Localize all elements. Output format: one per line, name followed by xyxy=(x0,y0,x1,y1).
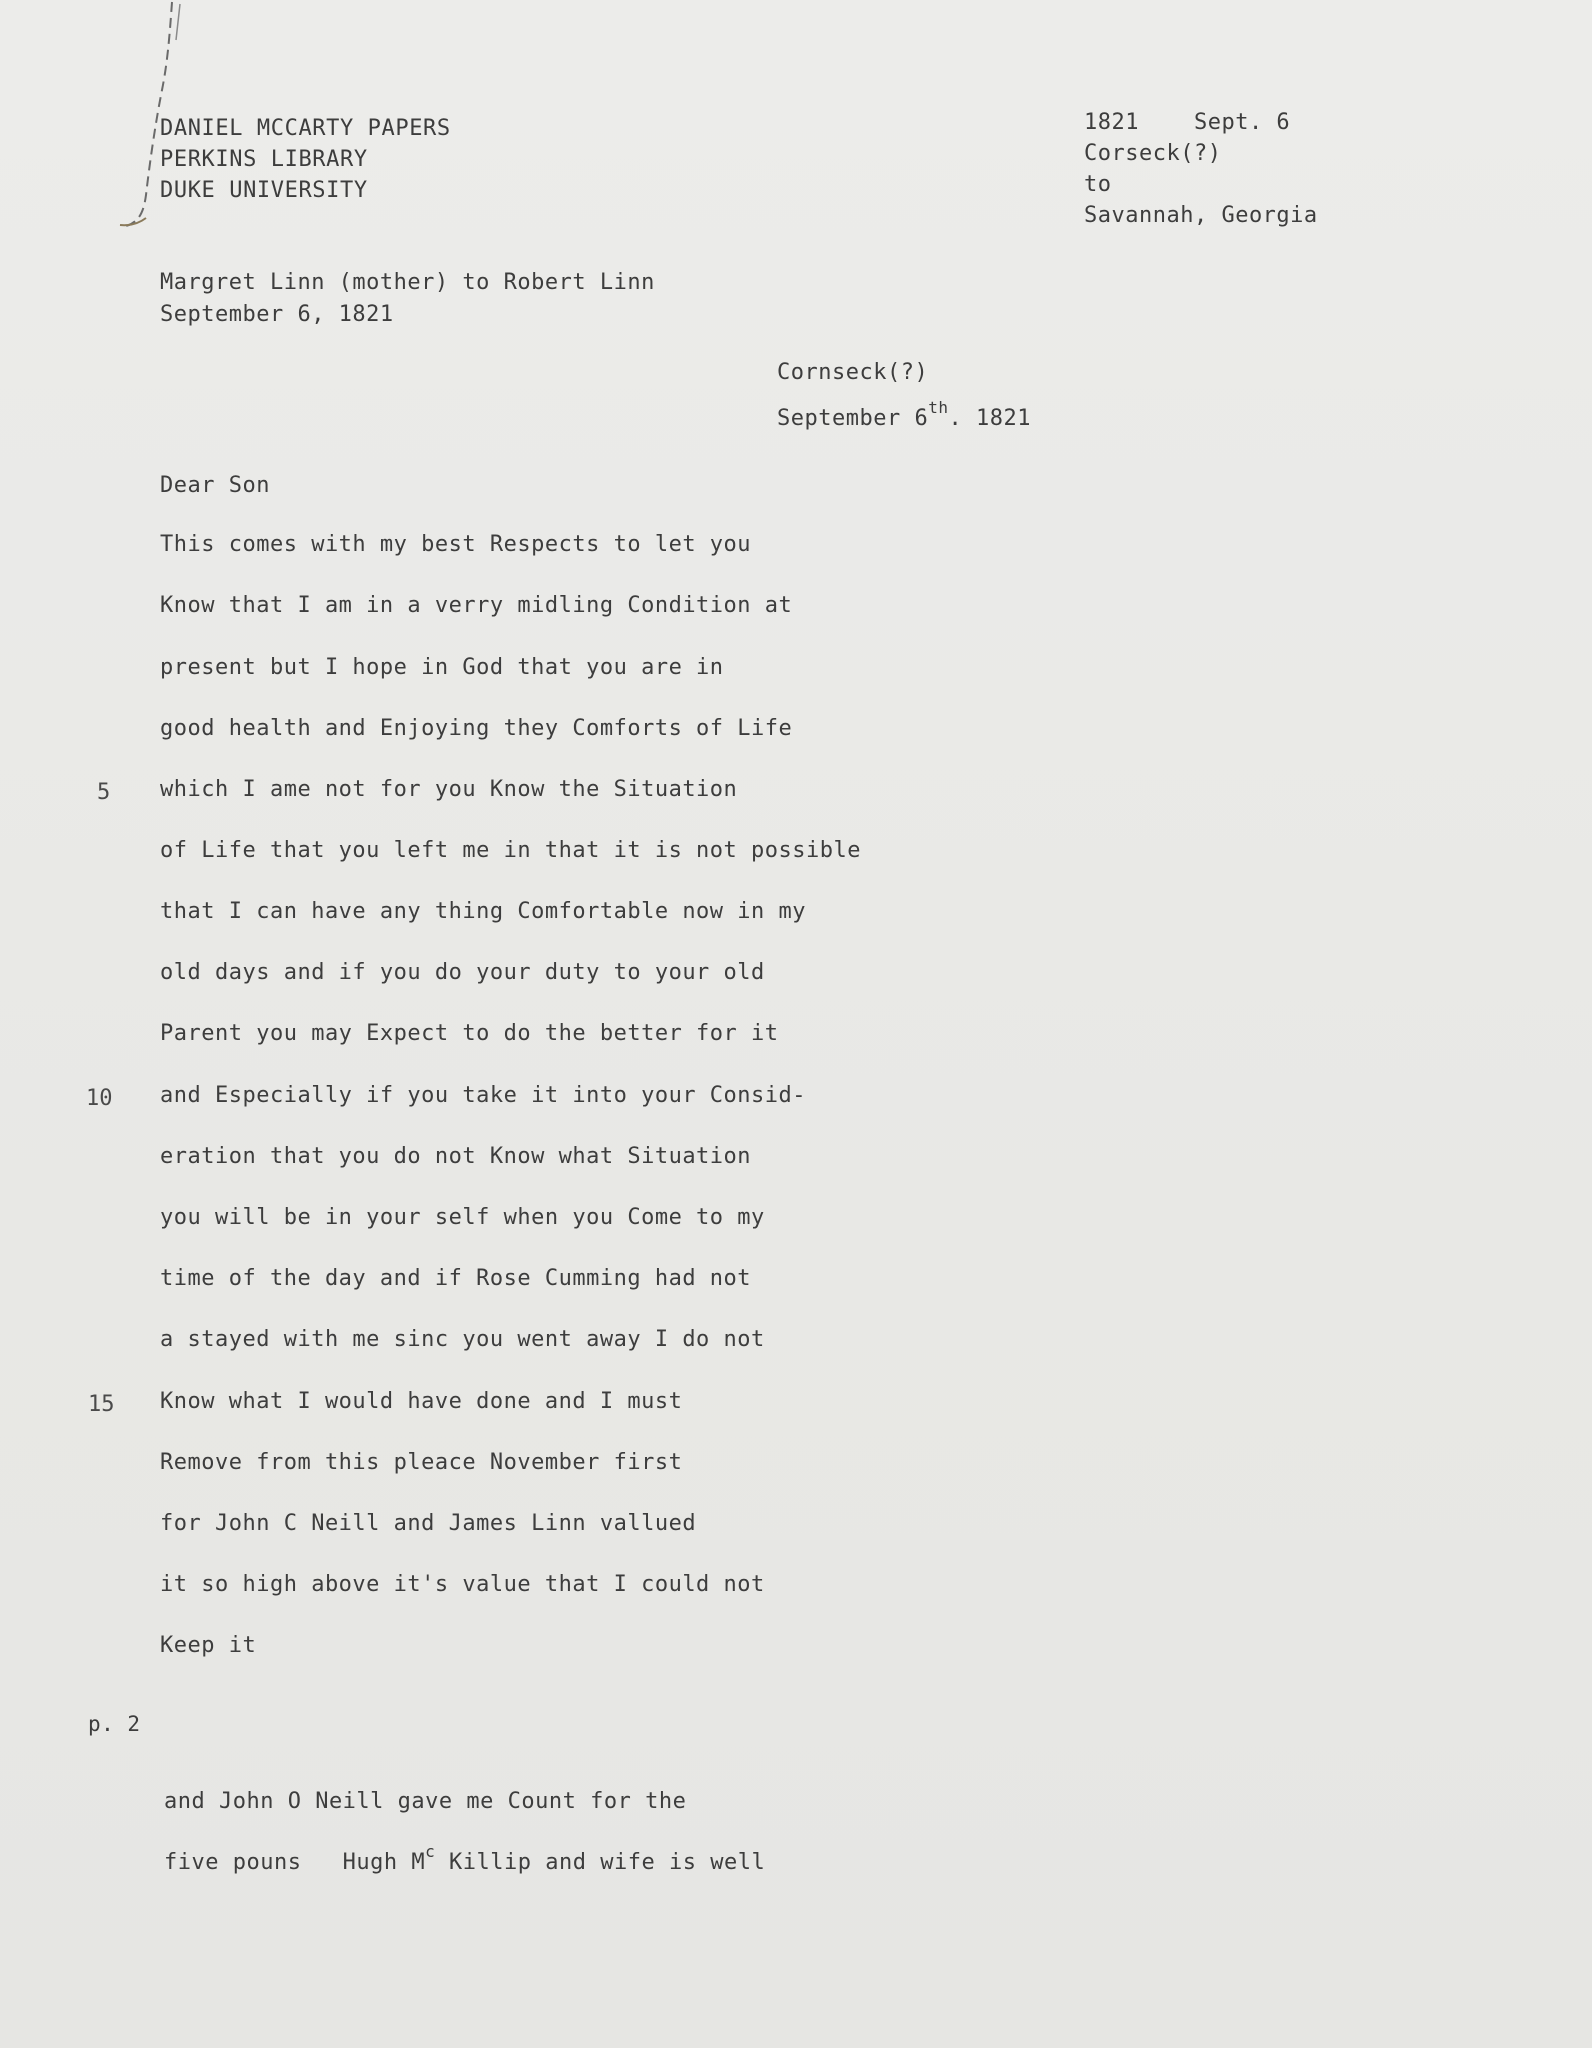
body-line: good health and Enjoying they Comforts of Life xyxy=(160,716,793,741)
university-name: DUKE UNIVERSITY xyxy=(160,178,368,203)
line-number-10: 10 xyxy=(86,1086,113,1111)
body-line: Know that I am in a verry midling Condition at xyxy=(160,593,793,618)
body-line: old days and if you do your duty to your old xyxy=(160,960,765,985)
body-line: present but I hope in God that you are in xyxy=(160,655,724,680)
body-line: eration that you do not Know what Situation xyxy=(160,1144,752,1169)
catalog-destination: Savannah, Georgia xyxy=(1084,203,1318,228)
collection-name: DANIEL MCCARTY PAPERS xyxy=(160,116,451,141)
dateline-date-sup: th xyxy=(928,398,949,417)
body-line: for John C Neill and James Linn vallued xyxy=(160,1511,697,1536)
body-line: Know what I would have done and I must xyxy=(160,1389,683,1414)
salutation: Dear Son xyxy=(160,473,270,498)
page-marker: p. 2 xyxy=(88,1712,141,1736)
body-line: you will be in your self when you Come to my xyxy=(160,1205,765,1230)
body-line: that I can have any thing Comfortable now in my xyxy=(160,899,807,924)
dateline-date xyxy=(777,398,1031,431)
dateline-date-suffix: . 1821 xyxy=(948,406,1031,431)
page2-line-tail: Killip and wife is well xyxy=(435,1850,766,1875)
body-line: which I ame not for you Know the Situation xyxy=(160,777,738,802)
collection-header xyxy=(160,118,451,211)
dateline-date-prefix: September 6 xyxy=(777,406,929,431)
line-number-15: 15 xyxy=(88,1392,115,1417)
catalog-header xyxy=(1084,112,1318,236)
line-number-5: 5 xyxy=(97,780,111,805)
catalog-origin: Corseck(?) xyxy=(1084,141,1222,166)
catalog-to: to xyxy=(1084,172,1112,197)
catalog-date: 1821 Sept. 6 xyxy=(1084,110,1291,135)
body-line: of Life that you left me in that it is not possible xyxy=(160,838,862,863)
page2-line-prefix: five pouns Hugh M xyxy=(164,1850,426,1875)
page2-sup: c xyxy=(425,1842,436,1861)
subject-date: September 6, 1821 xyxy=(160,302,394,327)
body-line: it so high above it's value that I could not xyxy=(160,1572,765,1597)
body-line: Parent you may Expect to do the better for it xyxy=(160,1021,779,1046)
body-line: and Especially if you take it into your Consid- xyxy=(160,1083,807,1108)
library-name: PERKINS LIBRARY xyxy=(160,147,368,172)
page2-line xyxy=(164,1842,766,1875)
body-line: time of the day and if Rose Cumming had not xyxy=(160,1266,752,1291)
body-line: a stayed with me sinc you went away I do not xyxy=(160,1327,765,1352)
body-line: Remove from this pleace November first xyxy=(160,1450,683,1475)
subject-line: Margret Linn (mother) to Robert Linn xyxy=(160,270,655,295)
body-line: Keep it xyxy=(160,1633,257,1658)
page2-line: and John O Neill gave me Count for the xyxy=(164,1789,687,1814)
body-line: This comes with my best Respects to let you xyxy=(160,532,752,557)
dateline-place: Cornseck(?) xyxy=(777,360,929,385)
